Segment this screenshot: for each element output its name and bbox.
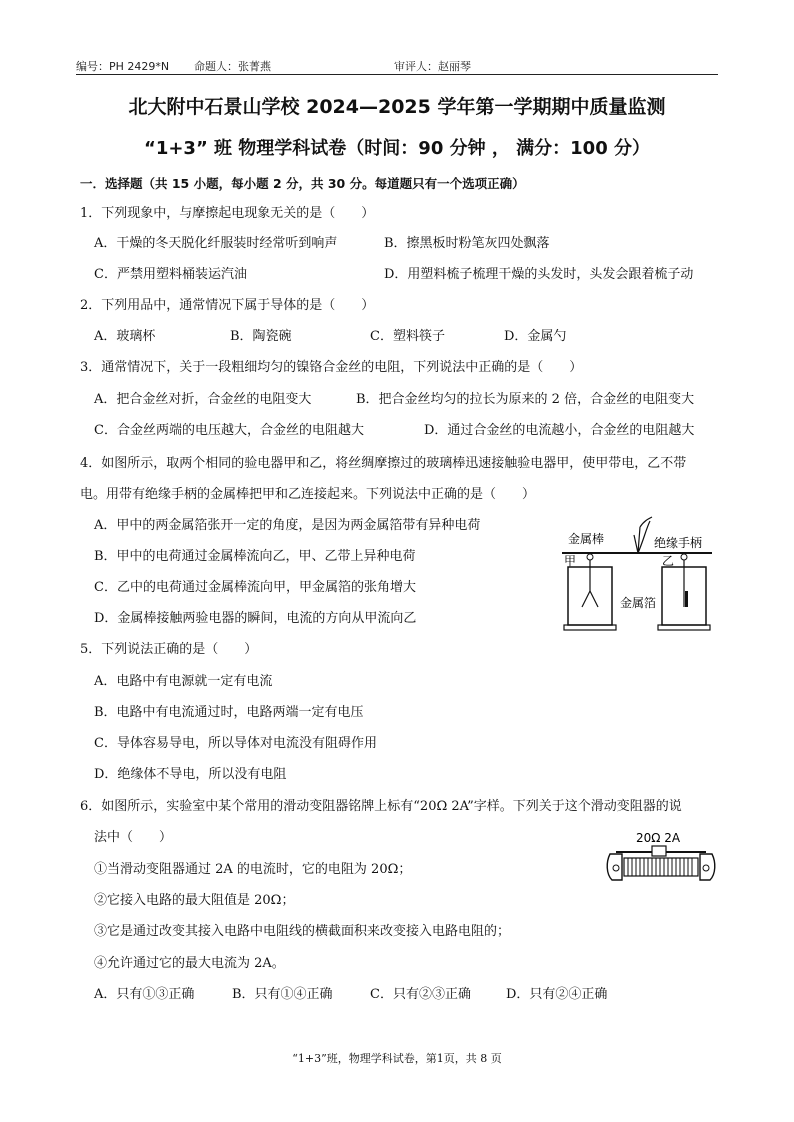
q1-option-a: A．干燥的冬天脱化纤服装时经常听到响声 [94, 236, 338, 251]
exam-subtitle: “1+3” 班 物理学科试卷（时间：90 分钟 ， 满分：100 分） [143, 138, 650, 159]
rheostat-slider [652, 846, 666, 856]
q5-option-c: C．导体容易导电，所以导体对电流没有阻碍作用 [94, 736, 377, 751]
label-metal-foil: 金属箔 [620, 596, 657, 610]
q6-statement-2: ②它接入电路的最大阻值是 20Ω； [94, 893, 295, 908]
q2-option-b: B．陶瓷碗 [230, 329, 292, 344]
q2-option-d: D．金属勺 [504, 329, 567, 344]
q6-option-c: C．只有②③正确 [370, 987, 471, 1002]
q6-statement-3: ③它是通过改变其接入电路中电阻线的横截面积来改变接入电路电阻的； [94, 924, 511, 939]
q3-option-d: D．通过合金丝的电流越小，合金丝的电阻越大 [424, 423, 695, 438]
electroscope-jia-foil-right [590, 591, 598, 607]
page-footer: “1+3”班，物理学科试卷，第1页，共 8 页 [292, 1052, 502, 1065]
q6-stem-line1: 6．如图所示，实验室中某个常用的滑动变阻器铭牌上标有“20Ω 2A”字样。下列关于这个滑动变阻器的说 [80, 799, 682, 814]
rheostat-coil [624, 858, 698, 876]
label-insulating-handle: 绝缘手柄 [654, 536, 703, 550]
electroscope-jia-knob [587, 554, 593, 560]
q5-stem: 5．下列说法正确的是（ ） [80, 642, 258, 657]
q2-stem: 2．下列用品中，通常情况下属于导体的是（ ） [80, 298, 375, 313]
q6-option-b: B．只有①④正确 [232, 987, 333, 1002]
q2-option-a: A．玻璃杯 [94, 329, 156, 344]
rheostat-right-end [700, 854, 715, 880]
q6-statement-1: ①当滑动变阻器通过 2A 的电流时，它的电阻为 20Ω； [94, 862, 412, 877]
electroscope-jia-foil-left [582, 591, 590, 607]
rheostat-figure [606, 828, 716, 890]
page-header [76, 58, 718, 74]
electroscope-figure [560, 515, 720, 635]
rheostat-rating-label: 20Ω 2A [636, 831, 681, 845]
q5-option-b: B．电路中有电流通过时，电路两端一定有电压 [94, 705, 364, 720]
exam-title: 北大附中石景山学校 2024—2025 学年第一学期期中质量监测 [128, 96, 666, 118]
electroscope-yi-foil [685, 591, 688, 607]
rheostat-terminal-right [703, 865, 709, 871]
q3-stem: 3．通常情况下，关于一段粗细均匀的镍铬合金丝的电阻，下列说法中正确的是（ ） [80, 360, 583, 375]
q4-stem-line2: 电。用带有绝缘手柄的金属棒把甲和乙连接起来。下列说法中正确的是（ ） [80, 487, 536, 502]
exam-reviewer: 审评人：赵丽琴 [394, 60, 471, 73]
rheostat-terminal-left [613, 865, 619, 871]
q5-option-a: A．电路中有电源就一定有电流 [94, 674, 273, 689]
exam-author: 命题人：张菁燕 [194, 60, 271, 73]
q3-option-b: B．把合金丝均匀的拉长为原来的 2 倍，合金丝的电阻变大 [356, 392, 695, 407]
q6-option-d: D．只有②④正确 [506, 987, 608, 1002]
section-heading: 一．选择题（共 15 小题，每小题 2 分，共 30 分。每道题只有一个选项正确） [80, 176, 525, 191]
q4-option-d: D．金属棒接触两验电器的瞬间，电流的方向从甲流向乙 [94, 611, 417, 626]
q1-stem: 1．下列现象中，与摩擦起电现象无关的是（ ） [80, 206, 375, 221]
exam-code: 编号：PH 2429*N [76, 60, 170, 73]
header-divider [76, 74, 718, 75]
q5-option-d: D．绝缘体不导电，所以没有电阻 [94, 767, 287, 782]
label-metal-rod: 金属棒 [568, 532, 605, 546]
q1-option-b: B．擦黑板时粉笔灰四处飘落 [384, 236, 550, 251]
electroscope-yi-knob [681, 554, 687, 560]
rheostat-left-end [607, 854, 622, 880]
label-yi: 乙 [662, 554, 675, 568]
q6-stem-line2: 法中（ ） [94, 830, 173, 845]
q4-stem-line1: 4．如图所示，取两个相同的验电器甲和乙，将丝绸摩擦过的玻璃棒迅速接触验电器甲，使甲带电，乙不带 [80, 456, 687, 471]
q4-option-a: A．甲中的两金属箔张开一定的角度，是因为两金属箔带有异种电荷 [94, 518, 481, 533]
q1-option-c: C．严禁用塑料桶装运汽油 [94, 267, 247, 282]
q3-option-c: C．合金丝两端的电压越大，合金丝的电阻越大 [94, 423, 364, 438]
label-jia: 甲 [564, 554, 577, 568]
q4-option-c: C．乙中的电荷通过金属棒流向甲，甲金属箔的张角增大 [94, 580, 416, 595]
insulating-handle [634, 517, 652, 553]
q3-option-a: A．把合金丝对折，合金丝的电阻变大 [94, 392, 312, 407]
q4-option-b: B．甲中的电荷通过金属棒流向乙，甲、乙带上异种电荷 [94, 549, 416, 564]
q2-option-c: C．塑料筷子 [370, 329, 445, 344]
q6-statement-4: ④允许通过它的最大电流为 2A。 [94, 956, 285, 971]
q6-option-a: A．只有①③正确 [94, 987, 195, 1002]
q1-option-d: D．用塑料梳子梳理干燥的头发时，头发会跟着梳子动 [384, 267, 694, 282]
